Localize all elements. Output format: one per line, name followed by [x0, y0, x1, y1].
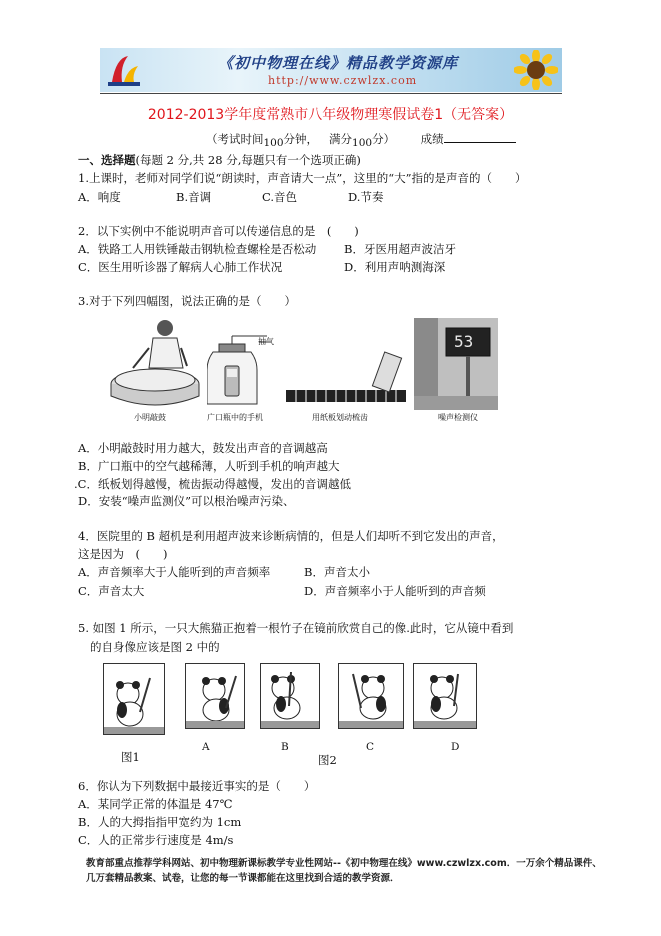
fig2-caption: 图2	[318, 753, 337, 767]
q3-option-c[interactable]: .C．纸板划得越慢，梳齿振动得越慢，发出的音调越低	[74, 477, 351, 491]
document-title: 2012-2013学年度常熟市八年级物理寒假试卷1（无答案）	[147, 107, 514, 123]
time-unit: 分钟，	[283, 132, 319, 146]
choice-label-a: A	[202, 741, 210, 753]
section-heading	[78, 152, 361, 168]
q5-stem-line1: 5. 如图 1 所示，一只大熊猫正抱着一根竹子在镜前欣赏自己的像.此时，它从镜中看到	[78, 621, 514, 635]
panda-choice-b[interactable]	[260, 663, 320, 729]
choice-label-b: B	[281, 741, 289, 753]
q4-option-d[interactable]: D．声音频率小于人能听到的声音频	[304, 584, 486, 598]
time-label: （考试时间	[206, 132, 264, 146]
panda-choice-a[interactable]	[185, 663, 245, 729]
header-banner	[100, 48, 562, 92]
q1-option-c[interactable]: C.音色	[262, 190, 298, 204]
grade-blank[interactable]	[444, 132, 516, 143]
choice-label-c: C	[366, 741, 375, 753]
panda-choice-d[interactable]	[413, 663, 477, 729]
q1-option-d[interactable]: D.节奏	[348, 190, 384, 204]
time-value: 100	[263, 137, 284, 149]
q6-option-a[interactable]: A．某同学正常的体温是 47℃	[78, 797, 233, 811]
score-label: 满分	[329, 132, 353, 146]
grade-label: 成绩	[420, 132, 444, 146]
footer-line-2: 几万套精品教案、试卷，让您的每一节课都能在这里找到合适的教学资源．	[86, 873, 400, 884]
banner-title: 《初中物理在线》精品教学资源库	[218, 54, 459, 72]
panda-icon	[339, 664, 403, 728]
page-footer	[86, 856, 606, 886]
score-unit: 分）	[372, 132, 396, 146]
q2-option-d[interactable]: D．利用声呐测海深	[344, 260, 446, 274]
q1-option-a[interactable]: A．响度	[78, 190, 121, 204]
q3-option-d[interactable]: D．安装“噪声监测仪”可以根治噪声污染、	[78, 494, 295, 508]
fig-label-pump: 抽气	[258, 337, 274, 346]
q4-stem-line2: 这是因为 ( )	[78, 547, 168, 561]
fig-label-meter: 噪声检测仪	[438, 413, 478, 422]
q6-option-b[interactable]: B．人的大拇指指甲宽约为 1cm	[78, 815, 242, 829]
header-rule	[100, 93, 562, 94]
section-note: (每题 2 分,共 28 分,每题只有一个选项正确)	[135, 153, 361, 167]
q1-stem: 1.上课时，老师对同学们说“朗读时，声音请大一点”，这里的“大”指的是声音的（ ）	[78, 171, 527, 185]
choice-label-d: D	[451, 741, 460, 753]
sunflower-icon	[514, 50, 558, 90]
section-title: 一、选择题	[78, 153, 136, 167]
fig-label-jar: 广口瓶中的手机	[207, 413, 263, 422]
q2-option-b[interactable]: B．牙医用超声波洁牙	[344, 242, 456, 256]
panda-icon	[104, 664, 164, 734]
q4-option-c[interactable]: C．声音太大	[78, 584, 145, 598]
meter-reading: 53	[454, 332, 474, 351]
panda-icon	[414, 664, 476, 728]
q3-option-b[interactable]: B．广口瓶中的空气越稀薄，人听到手机的响声越大	[78, 459, 340, 473]
q3-option-a[interactable]: A．小明敲鼓时用力越大，鼓发出声音的音调越高	[78, 441, 328, 455]
q5-stem-line2: 的自身像应该是图 2 中的	[90, 640, 220, 654]
panda-choice-c[interactable]	[338, 663, 404, 729]
site-logo	[106, 52, 142, 88]
score-value: 100	[352, 137, 373, 149]
panda-icon	[261, 664, 319, 728]
q2-option-c[interactable]: C．医生用听诊器了解病人心肺工作状况	[78, 260, 283, 274]
drum-figure	[105, 318, 205, 410]
panda-icon	[186, 664, 244, 728]
q4-option-b[interactable]: B．声音太小	[304, 565, 370, 579]
banner-url[interactable]: http://www.czwlzx.com	[268, 74, 418, 87]
q4-stem-line1: 4．医院里的 B 超机是利用超声波来诊断病情的，但是人们却听不到它发出的声音，	[78, 529, 504, 543]
fig1-caption: 图1	[121, 750, 140, 764]
q4-option-a[interactable]: A．声音频率大于人能听到的声音频率	[78, 565, 271, 579]
q6-stem: 6．你认为下列数据中最接近事实的是（ ）	[78, 779, 316, 793]
q1-option-b[interactable]: B.音调	[176, 190, 212, 204]
q3-stem: 3.对于下列四幅图，说法正确的是（ ）	[78, 294, 296, 308]
exam-info	[206, 131, 516, 147]
q6-option-c[interactable]: C．人的正常步行速度是 4m/s	[78, 833, 234, 847]
footer-line-1: 教育部重点推荐学科网站、初中物理新课标教学专业性网站--《初中物理在线》www.czwlzx.com．一万余个精品课件、	[86, 858, 602, 869]
fig-label-comb: 用纸板划动梳齿	[312, 413, 368, 422]
panda-figure-1	[103, 663, 165, 735]
q2-option-a[interactable]: A．铁路工人用铁锤敲击钢轨检查螺栓是否松动	[78, 242, 317, 256]
comb-figure	[286, 350, 408, 410]
fig-label-drum: 小明敲鼓	[134, 413, 166, 422]
q2-stem: 2．以下实例中不能说明声音可以传递信息的是 ( )	[78, 224, 359, 238]
